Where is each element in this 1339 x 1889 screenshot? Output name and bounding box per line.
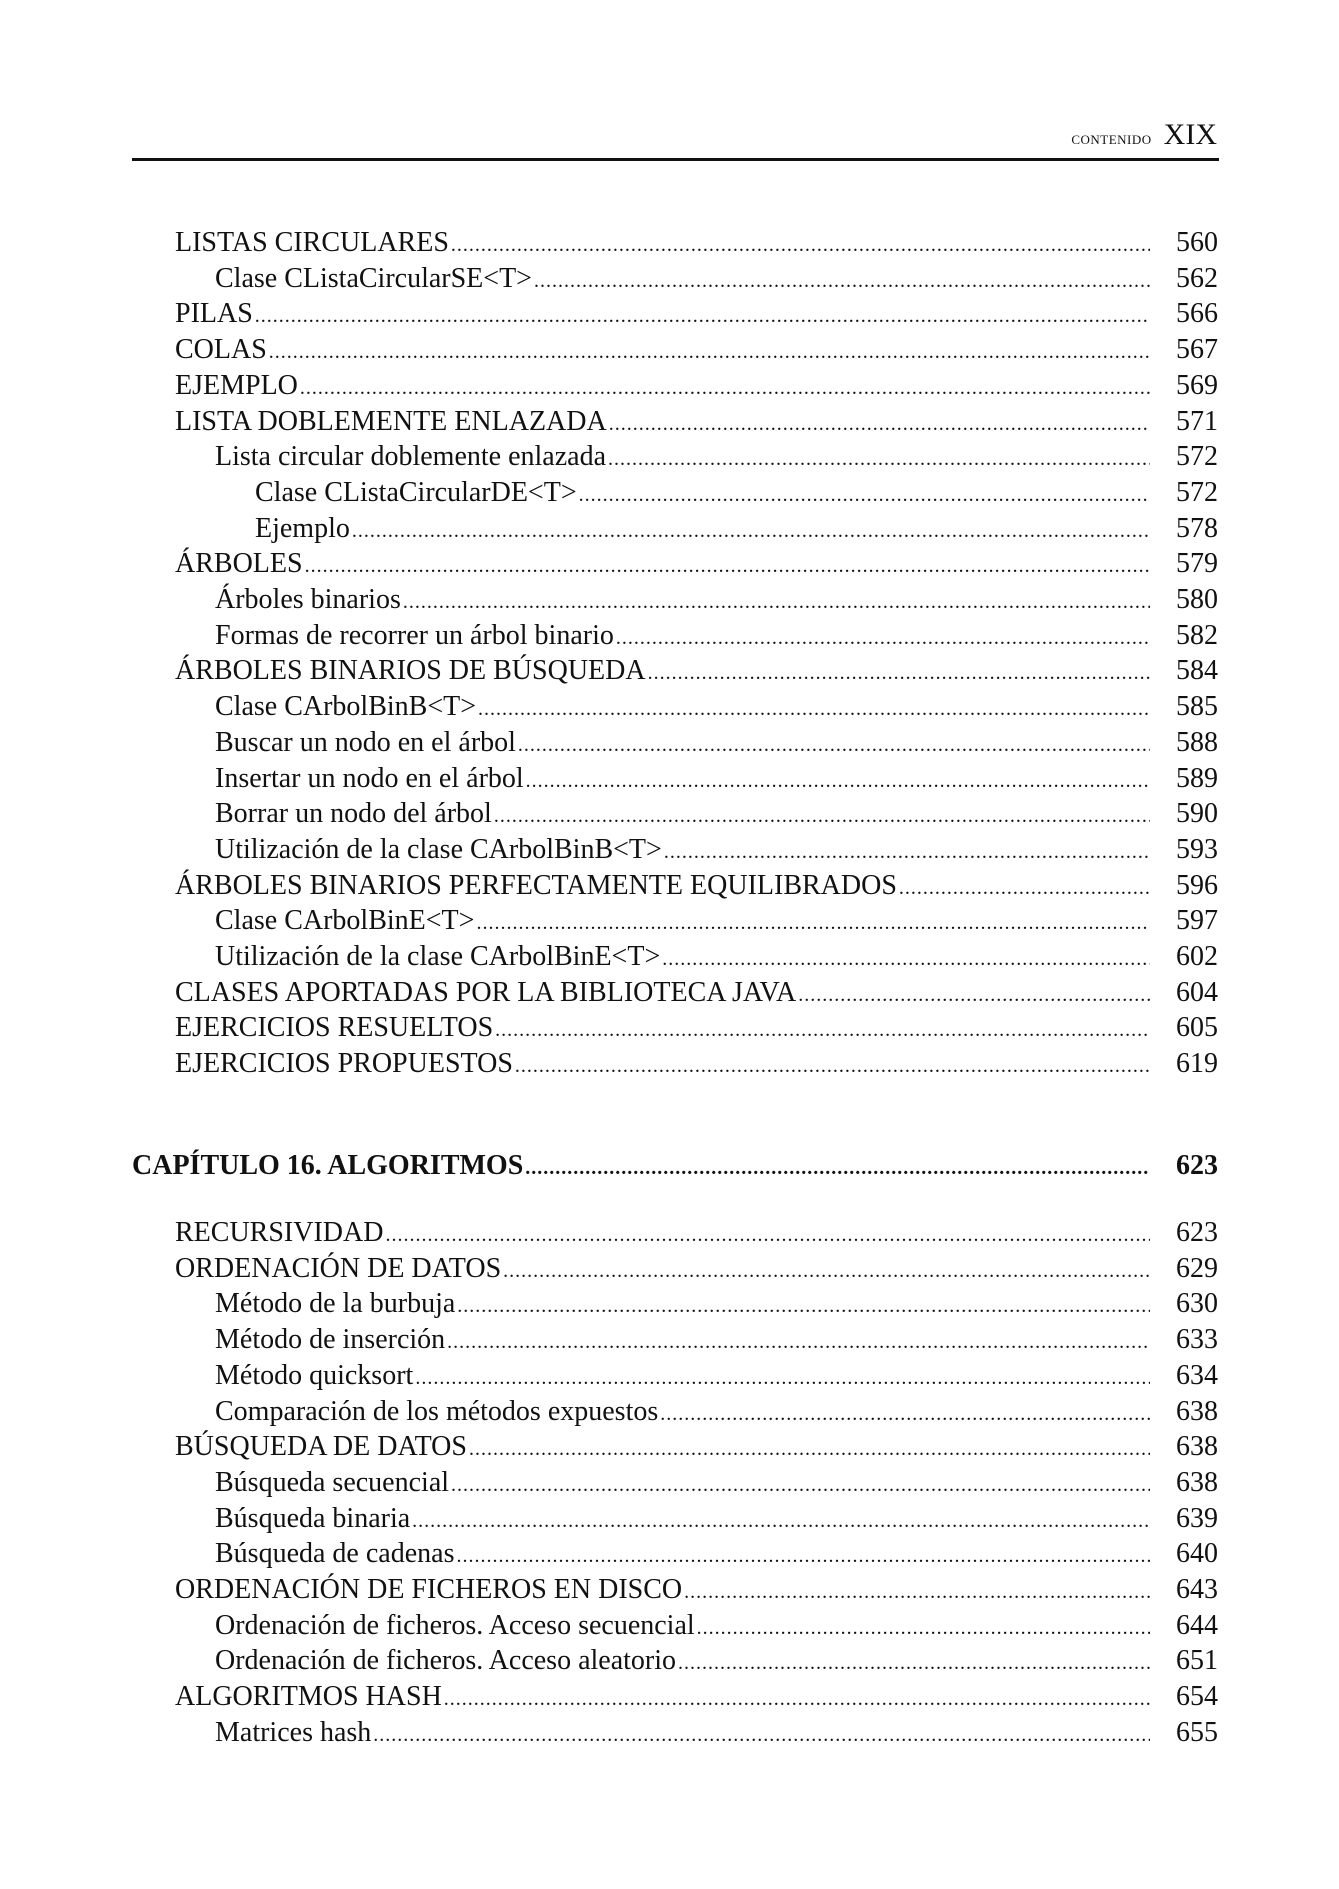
toc-entry[interactable]: [215, 1396, 1218, 1432]
toc-entry-page: 567: [1176, 334, 1218, 365]
toc-entry[interactable]: [215, 1360, 1218, 1396]
toc-entry-title: Búsqueda binaria: [215, 1503, 411, 1534]
toc-entry-page: 589: [1176, 763, 1218, 794]
toc-entry-title: EJERCICIOS PROPUESTOS: [175, 1048, 513, 1079]
toc-entry[interactable]: [215, 763, 1218, 799]
toc-entry[interactable]: [215, 620, 1218, 656]
toc-entry-title: ORDENACIÓN DE FICHEROS EN DISCO: [175, 1574, 683, 1605]
toc-entry-title: LISTAS CIRCULARES: [175, 227, 449, 258]
toc-entry-page: 640: [1176, 1538, 1218, 1569]
dot-leader: [678, 1652, 1150, 1675]
dot-leader: [495, 1019, 1150, 1042]
toc-entry-page: 580: [1176, 584, 1218, 615]
toc-entry[interactable]: [175, 870, 1218, 906]
toc-entry-title: ÁRBOLES BINARIOS DE BÚSQUEDA: [175, 655, 646, 686]
toc-entry-page: 572: [1176, 477, 1218, 508]
toc-entry-title: ÁRBOLES BINARIOS PERFECTAMENTE EQUILIBRADOS: [175, 870, 897, 901]
toc-entry[interactable]: [175, 1217, 1218, 1253]
toc-entry[interactable]: [255, 477, 1218, 513]
toc-entry-title: RECURSIVIDAD: [175, 1217, 384, 1248]
toc-entry[interactable]: [175, 227, 1218, 263]
toc-entry-page: 643: [1176, 1574, 1218, 1605]
toc-entry-page: 590: [1176, 798, 1218, 829]
toc-entry[interactable]: [215, 834, 1218, 870]
toc-entry-title: LISTA DOBLEMENTE ENLAZADA: [175, 406, 607, 437]
dot-leader: [352, 520, 1150, 543]
toc-entry-title: Clase CListaCircularSE<T>: [215, 263, 532, 294]
toc-entry-title: Formas de recorrer un árbol binario: [215, 620, 614, 651]
dot-leader: [300, 377, 1150, 400]
toc-entry-page: 569: [1176, 370, 1218, 401]
toc-entry-title: Clase CListaCircularDE<T>: [255, 477, 577, 508]
toc-entry-title: Método de la burbuja: [215, 1288, 456, 1319]
toc-entry[interactable]: [175, 1048, 1218, 1084]
toc-entry-page: 651: [1176, 1645, 1218, 1676]
toc-entry-title: CLASES APORTADAS POR LA BIBLIOTECA JAVA: [175, 977, 797, 1008]
dot-leader: [451, 234, 1150, 257]
toc-entry-page: 579: [1176, 548, 1218, 579]
toc-entry[interactable]: [215, 1288, 1218, 1324]
toc-entry-page: 585: [1176, 691, 1218, 722]
toc-entry[interactable]: [175, 406, 1218, 442]
dot-leader: [457, 1295, 1150, 1318]
dot-leader: [515, 1055, 1150, 1078]
toc-entry-title: ALGORITMOS HASH: [175, 1681, 442, 1712]
toc-entry-page: 644: [1176, 1610, 1218, 1641]
toc-entry-title: Borrar un nodo del árbol: [215, 798, 492, 829]
toc-entry[interactable]: [215, 1645, 1218, 1681]
dot-leader: [899, 877, 1150, 900]
toc-entry[interactable]: [215, 1467, 1218, 1503]
toc-entry-title: ORDENACIÓN DE DATOS: [175, 1253, 502, 1284]
chapter-entry[interactable]: [132, 1150, 1218, 1186]
toc-entry-page: 578: [1176, 513, 1218, 544]
toc-entry-title: Ordenación de ficheros. Acceso aleatorio: [215, 1645, 677, 1676]
dot-leader: [494, 805, 1150, 828]
toc-entry-page: 605: [1176, 1012, 1218, 1043]
dot-leader: [469, 1438, 1150, 1461]
dot-leader: [608, 448, 1150, 471]
dot-leader: [444, 1688, 1150, 1711]
toc-entry[interactable]: [175, 1253, 1218, 1289]
toc-entry-page: 597: [1176, 905, 1218, 936]
dot-leader: [415, 1367, 1150, 1390]
toc-entry-title: BÚSQUEDA DE DATOS: [175, 1431, 467, 1462]
toc-entry-page: 655: [1176, 1717, 1218, 1748]
toc-entry[interactable]: [215, 727, 1218, 763]
toc-entry[interactable]: [175, 1012, 1218, 1048]
dot-leader: [385, 1224, 1150, 1247]
toc-entry[interactable]: [175, 655, 1218, 691]
chapter-page: 623: [1176, 1150, 1218, 1181]
toc-entry-title: Clase CArbolBinE<T>: [215, 905, 475, 936]
toc-entry-page: 571: [1176, 406, 1218, 437]
dot-leader: [456, 1545, 1150, 1568]
toc-entry[interactable]: [215, 941, 1218, 977]
dot-leader: [305, 555, 1150, 578]
dot-leader: [269, 341, 1150, 364]
dot-leader: [518, 734, 1150, 757]
toc-entry-page: 582: [1176, 620, 1218, 651]
dot-leader: [412, 1510, 1150, 1533]
toc-entry[interactable]: [215, 584, 1218, 620]
dot-leader: [403, 591, 1150, 614]
toc-entry-title: Método quicksort: [215, 1360, 414, 1391]
toc-entry-page: 634: [1176, 1360, 1218, 1391]
dot-leader: [255, 305, 1150, 328]
toc-entry-title: COLAS: [175, 334, 267, 365]
toc-entry-page: 623: [1176, 1217, 1218, 1248]
dot-leader: [664, 841, 1150, 864]
toc-entry-title: Ordenación de ficheros. Acceso secuencial: [215, 1610, 695, 1641]
running-head-label: contenido: [1071, 128, 1152, 149]
dot-leader: [451, 1474, 1150, 1497]
toc-entry-title: Búsqueda de cadenas: [215, 1538, 455, 1569]
toc-entry[interactable]: [215, 798, 1218, 834]
toc-entry-page: 588: [1176, 727, 1218, 758]
toc-entry-page: 629: [1176, 1253, 1218, 1284]
toc-entry[interactable]: [215, 1717, 1218, 1753]
toc-entry[interactable]: [175, 1574, 1218, 1610]
toc-entry[interactable]: [175, 1431, 1218, 1467]
toc-entry-page: 619: [1176, 1048, 1218, 1079]
toc-entry-page: 566: [1176, 298, 1218, 329]
toc-entry-page: 638: [1176, 1396, 1218, 1427]
dot-leader: [697, 1617, 1150, 1640]
toc-entry-title: Lista circular doblemente enlazada: [215, 441, 607, 472]
toc-entry[interactable]: [215, 1503, 1218, 1539]
toc-entry-page: 639: [1176, 1503, 1218, 1534]
dot-leader: [648, 662, 1150, 685]
toc-entry-title: Buscar un nodo en el árbol: [215, 727, 516, 758]
dot-leader: [798, 984, 1150, 1007]
dot-leader: [503, 1260, 1150, 1283]
dot-leader: [447, 1331, 1150, 1354]
toc-entry[interactable]: [175, 334, 1218, 370]
dot-leader: [616, 627, 1150, 650]
toc-entry[interactable]: [215, 691, 1218, 727]
toc-entry-title: ÁRBOLES: [175, 548, 303, 579]
toc-entry-page: 630: [1176, 1288, 1218, 1319]
chapter-title: CAPÍTULO 16. ALGORITMOS: [132, 1150, 524, 1181]
dot-leader: [609, 413, 1150, 436]
toc-entry[interactable]: [215, 905, 1218, 941]
toc-entry-page: 638: [1176, 1431, 1218, 1462]
dot-leader: [526, 770, 1150, 793]
dot-leader: [478, 698, 1150, 721]
toc-entry[interactable]: [175, 548, 1218, 584]
toc-entry-title: Utilización de la clase CArbolBinB<T>: [215, 834, 662, 865]
toc-entry-title: Matrices hash: [215, 1717, 372, 1748]
toc-entry-page: 654: [1176, 1681, 1218, 1712]
toc-entry-title: Insertar un nodo en el árbol: [215, 763, 524, 794]
toc-entry-page: 584: [1176, 655, 1218, 686]
page-number: XIX: [1163, 118, 1217, 151]
page-header: [132, 118, 1219, 161]
toc-entry-title: EJERCICIOS RESUELTOS: [175, 1012, 494, 1043]
toc-entry-title: Método de inserción: [215, 1324, 446, 1355]
toc-entry-page: 604: [1176, 977, 1218, 1008]
toc-entry-page: 572: [1176, 441, 1218, 472]
toc-entry[interactable]: [215, 441, 1218, 477]
toc-entry-title: Árboles binarios: [215, 584, 401, 615]
toc-entry[interactable]: [215, 263, 1218, 299]
toc-entry[interactable]: [175, 1681, 1218, 1717]
toc-entry-title: Clase CArbolBinB<T>: [215, 691, 477, 722]
toc-entry-page: 596: [1176, 870, 1218, 901]
running-head: [1071, 118, 1217, 152]
toc-entry[interactable]: [175, 370, 1218, 406]
dot-leader: [660, 1403, 1150, 1426]
dot-leader: [525, 1157, 1150, 1180]
dot-leader: [373, 1724, 1150, 1747]
dot-leader: [684, 1581, 1150, 1604]
toc-entry-title: Ejemplo: [255, 513, 350, 544]
dot-leader: [662, 948, 1150, 971]
toc-entry-page: 633: [1176, 1324, 1218, 1355]
toc-entry[interactable]: [215, 1610, 1218, 1646]
toc-entry[interactable]: [215, 1324, 1218, 1360]
toc-entry-page: 602: [1176, 941, 1218, 972]
toc-entry-page: 593: [1176, 834, 1218, 865]
toc-entry[interactable]: [175, 977, 1218, 1013]
toc-entry-title: Búsqueda secuencial: [215, 1467, 450, 1498]
toc-entry[interactable]: [215, 1538, 1218, 1574]
toc-entry-page: 562: [1176, 263, 1218, 294]
toc-entry-title: PILAS: [175, 298, 253, 329]
toc-entry-title: Comparación de los métodos expuestos: [215, 1396, 659, 1427]
toc-entry-title: EJEMPLO: [175, 370, 298, 401]
toc-entry-page: 638: [1176, 1467, 1218, 1498]
toc-entry-title: Utilización de la clase CArbolBinE<T>: [215, 941, 661, 972]
toc-entry-page: 560: [1176, 227, 1218, 258]
dot-leader: [579, 484, 1150, 507]
dot-leader: [534, 270, 1150, 293]
toc-entry[interactable]: [175, 298, 1218, 334]
dot-leader: [476, 912, 1150, 935]
toc-entry[interactable]: [255, 513, 1218, 549]
